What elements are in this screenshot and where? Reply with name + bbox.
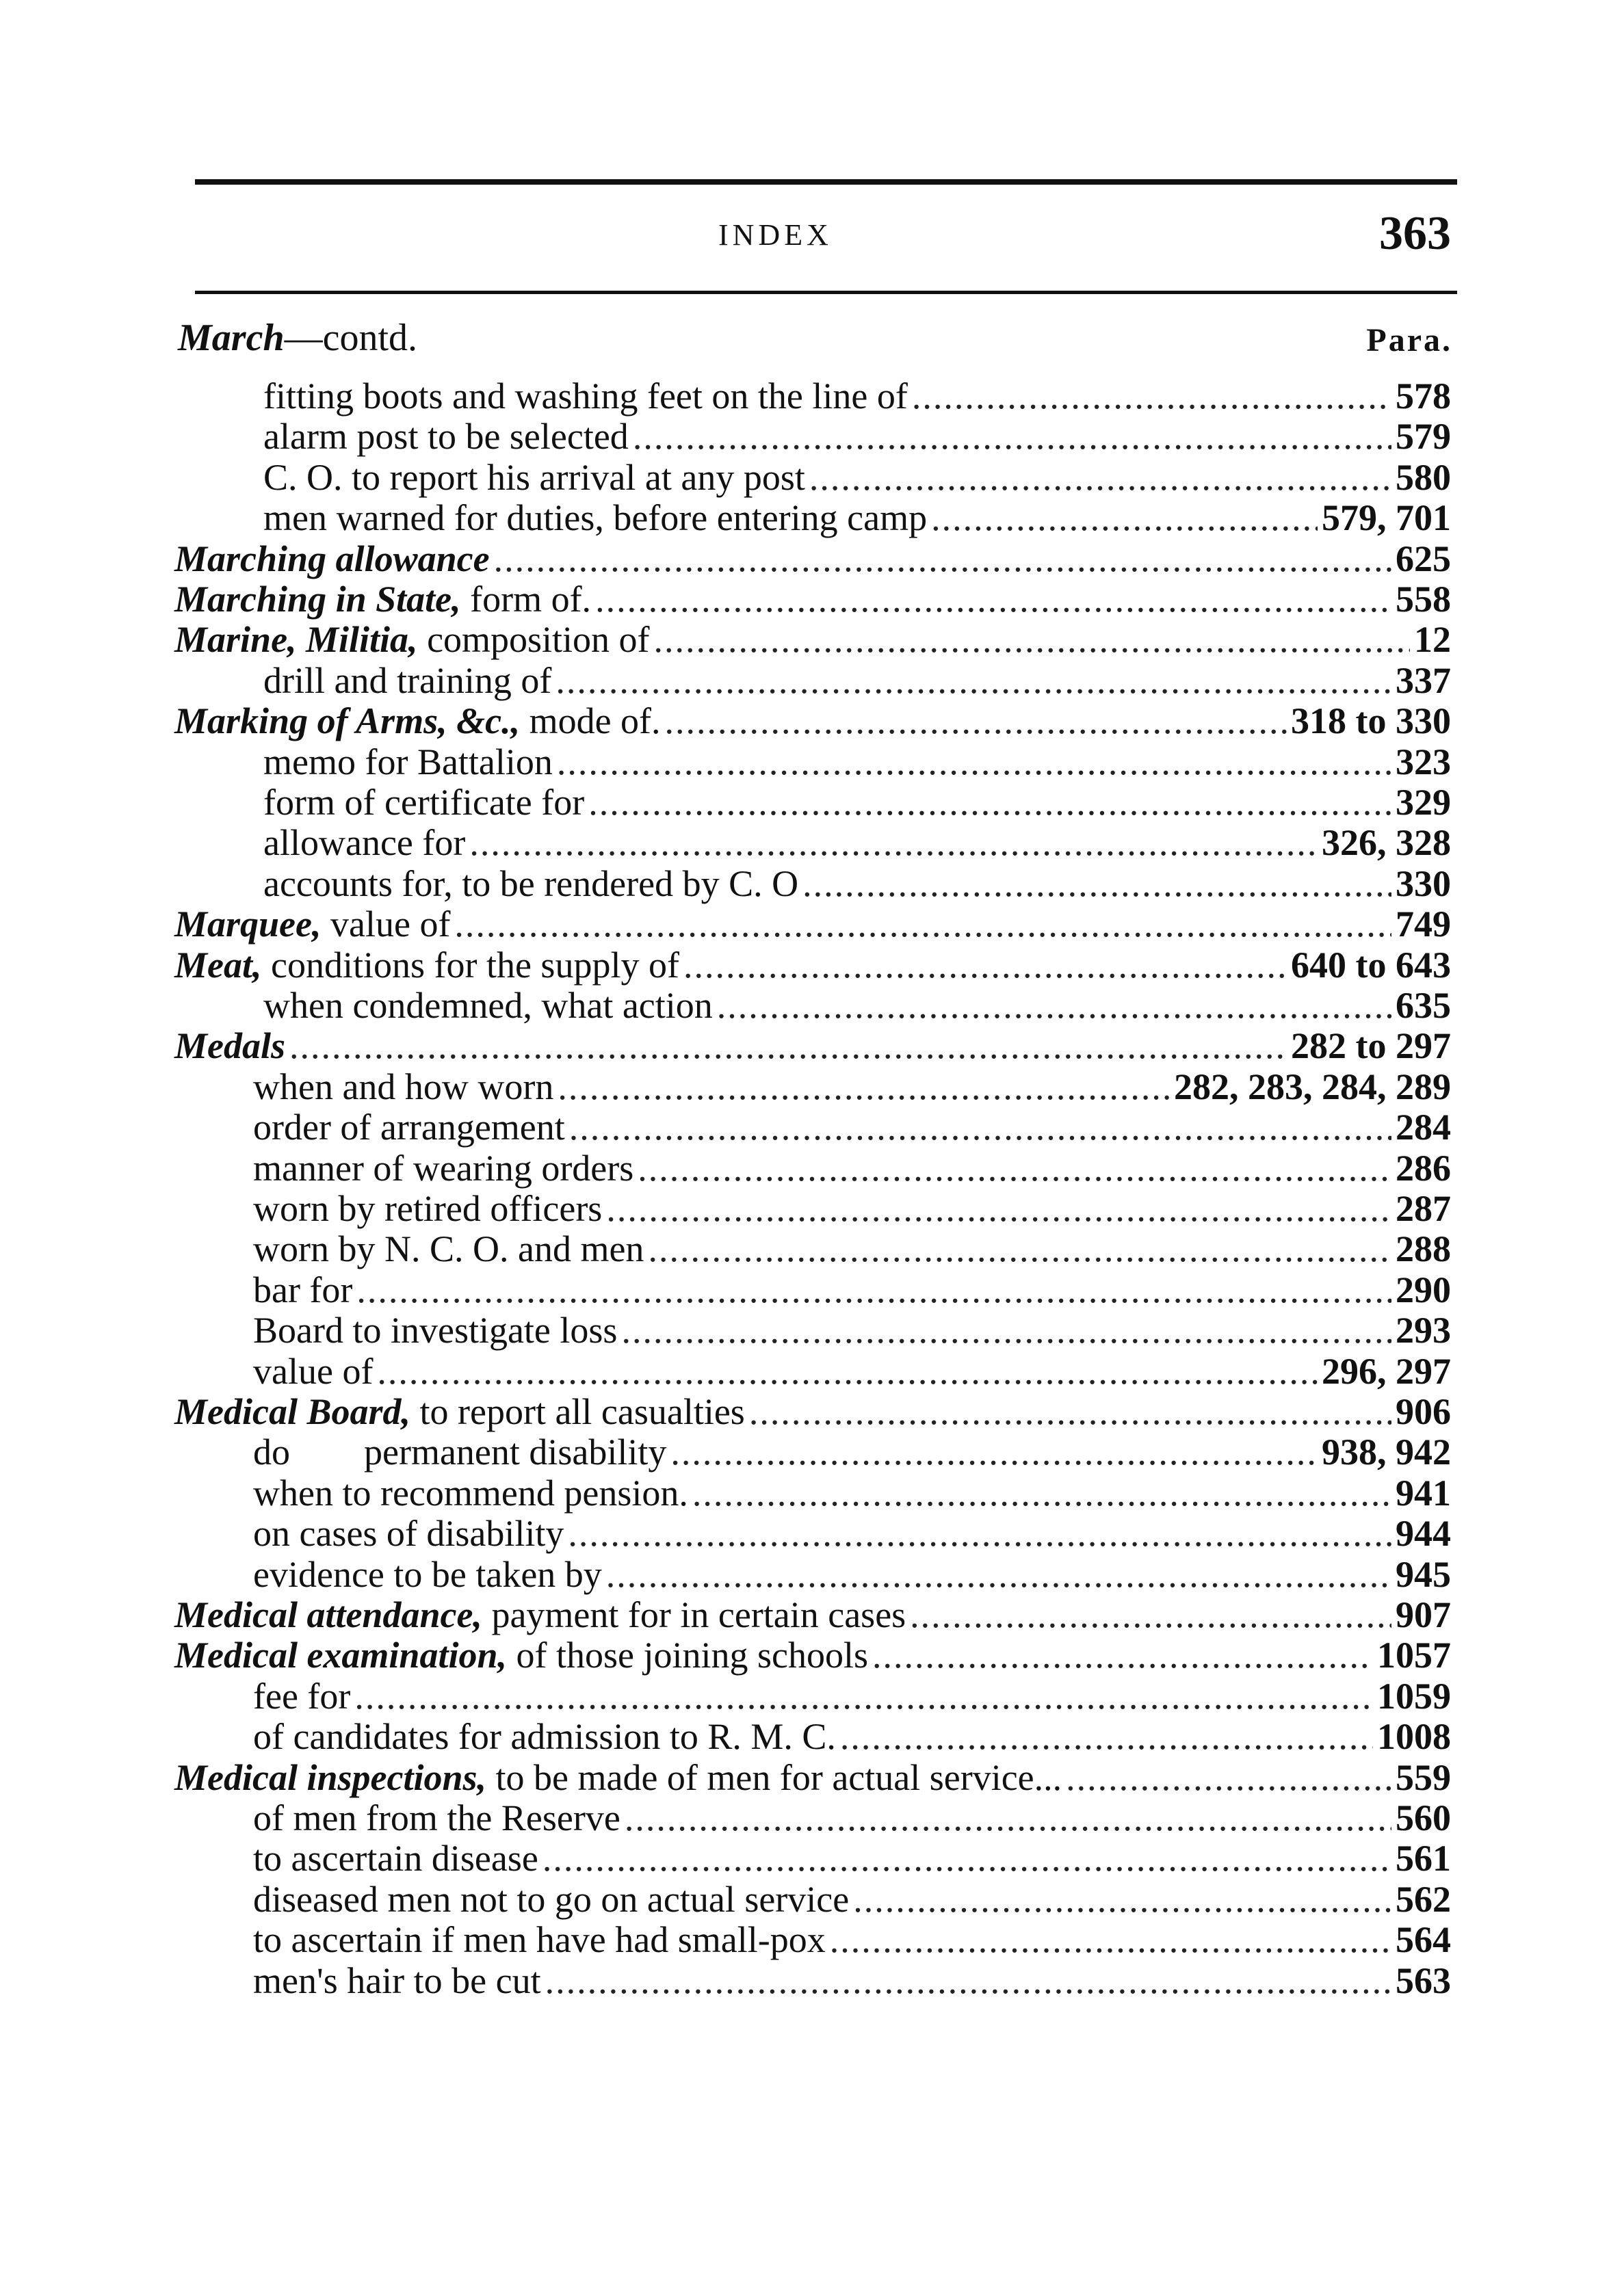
entry-subject: to be made of men for actual service... [486, 1757, 1062, 1798]
index-entry [174, 903, 1451, 945]
index-entry [174, 618, 1451, 661]
index-entry [263, 497, 1451, 539]
entry-text [263, 821, 465, 864]
dot-leader [809, 456, 1391, 499]
index-entry [253, 1959, 1451, 2002]
entry-text [253, 1431, 666, 1473]
section-continuation: —contd. [284, 317, 418, 359]
entry-headword: Marking of Arms, &c., [174, 700, 521, 741]
paragraph-reference: 290 [1396, 1269, 1451, 1310]
entry-text [253, 1106, 565, 1148]
entry-text [253, 1269, 352, 1311]
index-entry [253, 1228, 1451, 1270]
dot-leader [648, 1228, 1391, 1270]
paragraph-reference: 287 [1396, 1188, 1451, 1229]
entry-subject: when and how worn [253, 1066, 554, 1107]
index-entry [263, 659, 1451, 702]
paragraph-reference: 625 [1396, 538, 1451, 579]
paragraph-reference: 945 [1396, 1554, 1451, 1595]
index-entry [263, 821, 1451, 864]
running-head: INDEX [718, 218, 833, 252]
paragraph-reference: 286 [1396, 1148, 1451, 1189]
entry-headword: Medals [174, 1025, 285, 1066]
entry-headword: Marching allowance [174, 538, 490, 579]
paragraph-reference: 906 [1396, 1391, 1451, 1432]
paragraph-reference: 563 [1396, 1960, 1451, 2001]
dot-leader [830, 1918, 1391, 1961]
entry-subject: worn by retired officers [253, 1188, 603, 1229]
entry-text [253, 1228, 644, 1270]
entry-text [253, 1675, 350, 1717]
entry-subject: form of. [460, 579, 592, 620]
dot-leader [555, 659, 1391, 702]
index-entry [253, 1918, 1451, 1961]
paragraph-reference: 578 [1396, 375, 1451, 417]
index-entry [174, 944, 1451, 986]
entry-subject: payment for in certain cases [482, 1594, 906, 1635]
dot-leader [638, 1147, 1391, 1189]
index-entry [253, 1350, 1451, 1393]
paragraph-reference: 326, 328 [1322, 822, 1451, 863]
dot-leader [912, 375, 1391, 417]
paragraph-reference: 579 [1396, 416, 1451, 457]
index-entry [174, 578, 1451, 620]
entry-text [174, 578, 591, 620]
entry-text [253, 1959, 541, 2002]
index-entry [253, 1797, 1451, 1839]
entry-subject: of those joining schools [507, 1635, 868, 1676]
entry-subject: when condemned, what action [263, 985, 713, 1026]
dot-leader [595, 578, 1391, 620]
paragraph-reference: 12 [1414, 619, 1451, 660]
entry-text [174, 1756, 1062, 1799]
entry-headword: Meat, [174, 945, 262, 986]
entry-text [253, 1878, 849, 1921]
entry-subject: memo for Battalion [263, 741, 553, 782]
dot-leader [633, 415, 1391, 458]
dot-leader [692, 1472, 1391, 1514]
entry-text [253, 1472, 688, 1514]
entry-headword: Medical attendance, [174, 1594, 482, 1635]
entry-text [263, 984, 713, 1027]
entry-subject: value of [321, 903, 451, 945]
index-entry [174, 1025, 1451, 1067]
paragraph-reference: 282, 283, 284, 289 [1174, 1066, 1451, 1107]
index-entry [253, 1553, 1451, 1596]
paragraph-reference: 938, 942 [1322, 1431, 1451, 1473]
entry-text [253, 1309, 617, 1351]
dot-leader [454, 903, 1391, 945]
dot-leader [606, 1553, 1391, 1596]
entry-text [263, 375, 908, 417]
entry-text [174, 944, 679, 986]
paragraph-reference: 749 [1396, 903, 1451, 945]
paragraph-reference: 580 [1396, 457, 1451, 498]
dot-leader [931, 497, 1318, 539]
entry-text [174, 1025, 285, 1067]
paragraph-reference: 1057 [1377, 1635, 1451, 1676]
entry-text [174, 1634, 868, 1676]
dot-leader [872, 1634, 1373, 1676]
index-entry [253, 1147, 1451, 1189]
entry-text [253, 1187, 602, 1230]
index-entry [253, 1187, 1451, 1230]
dot-leader [356, 1269, 1391, 1311]
paragraph-reference: 907 [1396, 1594, 1451, 1635]
dot-leader [377, 1350, 1318, 1393]
entry-subject: worn by N. C. O. and men [253, 1228, 644, 1269]
paragraph-reference: 1008 [1377, 1716, 1451, 1757]
entry-subject: fitting boots and washing feet on the line of [263, 375, 908, 417]
entry-text [253, 1512, 564, 1555]
entry-headword: Medical inspections, [174, 1757, 486, 1798]
entry-text [253, 1066, 553, 1108]
entry-subject: do permanent disability [253, 1431, 667, 1473]
dot-leader [625, 1797, 1391, 1839]
page-number: 363 [1379, 207, 1451, 260]
entry-subject: men's hair to be cut [253, 1960, 541, 2001]
entry-text [253, 1147, 633, 1189]
dot-leader [802, 862, 1391, 905]
dot-leader [558, 1066, 1170, 1108]
paragraph-reference: 329 [1396, 782, 1451, 823]
dot-leader [557, 741, 1391, 783]
paragraph-reference: 560 [1396, 1797, 1451, 1838]
section-headword: March [178, 317, 285, 359]
entry-subject: form of certificate for [263, 782, 585, 823]
paragraph-reference: 1059 [1377, 1676, 1451, 1717]
entry-text [174, 1390, 745, 1433]
index-entry [253, 1431, 1451, 1473]
index-entry [263, 741, 1451, 783]
paragraph-reference: 293 [1396, 1310, 1451, 1351]
index-entry [253, 1309, 1451, 1351]
entry-text [263, 659, 551, 702]
para-column-label: Para. [1366, 322, 1452, 358]
entry-subject: of candidates for admission to R. M. C. [253, 1716, 836, 1757]
index-entry [253, 1715, 1451, 1758]
index-entry [253, 1269, 1451, 1311]
paragraph-reference: 561 [1396, 1838, 1451, 1879]
entry-subject: to report all casualties [410, 1391, 745, 1432]
entry-subject: Board to investigate loss [253, 1310, 618, 1351]
entry-subject: fee for [253, 1676, 351, 1717]
paragraph-reference: 337 [1396, 660, 1451, 701]
dot-leader [665, 700, 1287, 742]
index-entry [263, 984, 1451, 1027]
index-entry [253, 1512, 1451, 1555]
dot-leader [840, 1715, 1373, 1758]
entry-subject: men warned for duties, before entering camp [263, 497, 928, 538]
index-entry [253, 1878, 1451, 1921]
paragraph-reference: 941 [1396, 1473, 1451, 1514]
entry-subject: drill and training of [263, 660, 552, 701]
entry-text [253, 1837, 538, 1879]
entry-headword: Marching in State, [174, 579, 461, 620]
entry-headword: Medical examination, [174, 1635, 507, 1676]
paragraph-reference: 296, 297 [1322, 1351, 1451, 1392]
dot-leader [494, 538, 1391, 580]
paragraph-reference: 579, 701 [1322, 497, 1451, 538]
dot-leader [853, 1878, 1391, 1921]
dot-leader [588, 781, 1391, 823]
index-entry [174, 1594, 1451, 1636]
entry-subject: mode of. [520, 700, 661, 741]
index-entry [263, 415, 1451, 458]
paragraph-reference: 558 [1396, 579, 1451, 620]
entry-subject: alarm post to be selected [263, 416, 629, 457]
entry-text [174, 903, 450, 945]
entry-text [174, 618, 650, 661]
paragraph-reference: 323 [1396, 741, 1451, 782]
entry-text [263, 456, 805, 499]
entry-subject: composition of [417, 619, 650, 660]
entry-headword: Marquee, [174, 903, 322, 945]
paragraph-reference: 318 to 330 [1291, 700, 1451, 741]
dot-leader [569, 1106, 1391, 1148]
entry-subject: order of arrangement [253, 1107, 565, 1148]
entry-text [263, 781, 584, 823]
entry-subject: value of [253, 1351, 374, 1392]
dot-leader [568, 1512, 1391, 1555]
dot-leader [289, 1025, 1287, 1067]
index-entry [253, 1472, 1451, 1514]
dot-leader [717, 984, 1391, 1027]
index-entry [263, 862, 1451, 905]
paragraph-reference: 640 to 643 [1291, 945, 1451, 986]
index-entry [263, 781, 1451, 823]
entry-subject: allowance for [263, 822, 466, 863]
paragraph-reference: 562 [1396, 1879, 1451, 1920]
index-entry [174, 1634, 1451, 1676]
entry-text [174, 538, 490, 580]
paragraph-reference: 559 [1396, 1757, 1451, 1798]
index-entry [263, 375, 1451, 417]
index-entry [174, 538, 1451, 580]
entry-text [253, 1553, 602, 1596]
paragraph-reference: 564 [1396, 1919, 1451, 1960]
index-entry [263, 456, 1451, 499]
dot-leader [606, 1187, 1391, 1230]
entry-text [253, 1918, 826, 1961]
entry-subject: bar for [253, 1269, 353, 1310]
entry-subject: on cases of disability [253, 1513, 564, 1554]
entry-text [263, 497, 927, 539]
entry-subject: to ascertain disease [253, 1838, 538, 1879]
entry-subject: diseased men not to go on actual service [253, 1879, 850, 1920]
dot-leader [1066, 1756, 1391, 1799]
entry-subject: to ascertain if men have had small-pox [253, 1919, 826, 1960]
index-entry [253, 1106, 1451, 1148]
entry-subject: conditions for the supply of [261, 945, 679, 986]
entry-subject: manner of wearing orders [253, 1148, 634, 1189]
dot-leader [654, 618, 1410, 661]
entry-subject: of men from the Reserve [253, 1797, 620, 1838]
index-entry [174, 1390, 1451, 1433]
entry-text [174, 1594, 906, 1636]
entry-text [253, 1715, 836, 1758]
entry-headword: Marine, Militia, [174, 619, 418, 660]
entry-subject: evidence to be taken by [253, 1554, 602, 1595]
dot-leader [683, 944, 1287, 986]
index-entry [253, 1675, 1451, 1717]
dot-leader [354, 1675, 1373, 1717]
index-entry [253, 1837, 1451, 1879]
entry-subject: accounts for, to be rendered by C. O [263, 863, 799, 904]
dot-leader [670, 1431, 1318, 1473]
index-entry [253, 1066, 1451, 1108]
paragraph-reference: 282 to 297 [1291, 1025, 1451, 1066]
entry-text [263, 741, 553, 783]
entry-text [174, 700, 661, 742]
paragraph-reference: 284 [1396, 1107, 1451, 1148]
dot-leader [621, 1309, 1391, 1351]
dot-leader [749, 1390, 1391, 1433]
index-entry [174, 700, 1451, 742]
dot-leader [545, 1959, 1391, 2002]
entry-subject: C. O. to report his arrival at any post [263, 457, 805, 498]
paragraph-reference: 330 [1396, 863, 1451, 904]
index-entry [174, 1756, 1451, 1799]
entry-text [253, 1797, 620, 1839]
dot-leader [469, 821, 1318, 864]
entry-headword: Medical Board, [174, 1391, 410, 1432]
entry-text [263, 862, 798, 905]
paragraph-reference: 635 [1396, 985, 1451, 1026]
paragraph-reference: 288 [1396, 1228, 1451, 1269]
entry-subject: when to recommend pension. [253, 1473, 688, 1514]
paragraph-reference: 944 [1396, 1513, 1451, 1554]
dot-leader [910, 1594, 1391, 1636]
entry-text [263, 415, 629, 458]
dot-leader [542, 1837, 1391, 1879]
entry-text [253, 1350, 373, 1393]
